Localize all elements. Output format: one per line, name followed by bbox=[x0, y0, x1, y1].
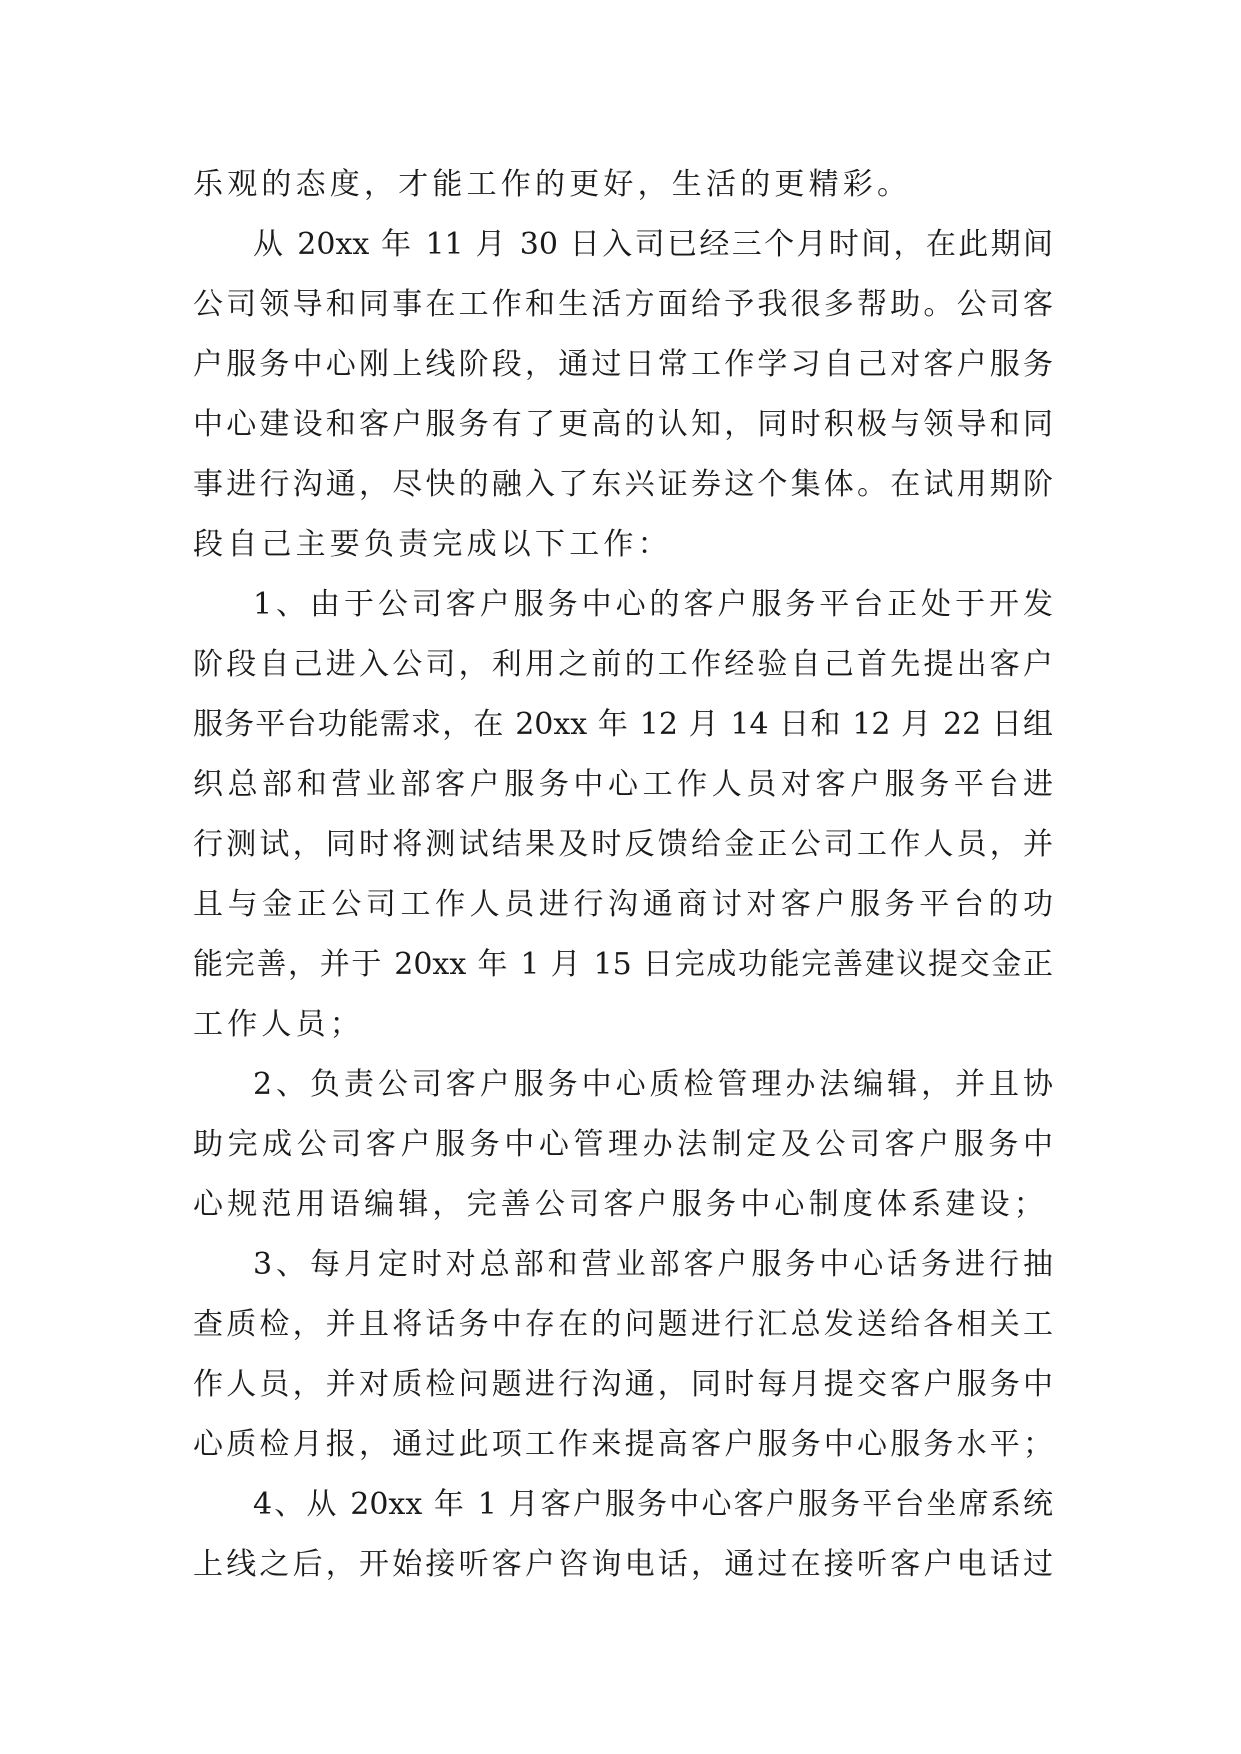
text-line: 且与金正公司工作人员进行沟通商讨对客户服务平台的功 bbox=[193, 887, 1053, 922]
text-line: 2、负责公司客户服务中心质检管理办法编辑，并且协 bbox=[253, 1067, 1053, 1102]
text-line: 作人员，并对质检问题进行沟通，同时每月提交客户服务中 bbox=[193, 1367, 1053, 1402]
text-line: 查质检，并且将话务中存在的问题进行汇总发送给各相关工 bbox=[193, 1307, 1053, 1342]
text-line: 户服务中心刚上线阶段，通过日常工作学习自己对客户服务 bbox=[193, 347, 1053, 382]
text-line: 行测试，同时将测试结果及时反馈给金正公司工作人员，并 bbox=[193, 827, 1053, 862]
text-line: 阶段自己进入公司，利用之前的工作经验自己首先提出客户 bbox=[193, 647, 1053, 682]
text-line: 3、每月定时对总部和营业部客户服务中心话务进行抽 bbox=[253, 1247, 1053, 1282]
text-line: 事进行沟通，尽快的融入了东兴证券这个集体。在试用期阶 bbox=[193, 467, 1053, 502]
text-line: 4、从 20xx 年 1 月客户服务中心客户服务平台坐席系统 bbox=[253, 1487, 1053, 1522]
text-line: 中心建设和客户服务有了更高的认知，同时积极与领导和同 bbox=[193, 407, 1053, 442]
text-line: 心规范用语编辑，完善公司客户服务中心制度体系建设； bbox=[193, 1187, 1048, 1222]
text-line: 工作人员； bbox=[193, 1007, 364, 1042]
text-line: 段自己主要负责完成以下工作： bbox=[193, 527, 672, 562]
text-line: 织总部和营业部客户服务中心工作人员对客户服务平台进 bbox=[193, 767, 1053, 802]
text-line: 助完成公司客户服务中心管理办法制定及公司客户服务中 bbox=[193, 1127, 1053, 1162]
text-line: 公司领导和同事在工作和生活方面给予我很多帮助。公司客 bbox=[193, 287, 1053, 322]
text-line: 服务平台功能需求，在 20xx 年 12 月 14 日和 12 月 22 日组 bbox=[193, 707, 1053, 742]
text-line: 1、由于公司客户服务中心的客户服务平台正处于开发 bbox=[253, 587, 1053, 622]
text-line: 乐观的态度，才能工作的更好，生活的更精彩。 bbox=[193, 167, 912, 202]
text-line: 上线之后，开始接听客户咨询电话，通过在接听客户电话过 bbox=[193, 1547, 1053, 1582]
text-line: 心质检月报，通过此项工作来提高客户服务中心服务水平； bbox=[193, 1427, 1053, 1462]
text-line: 能完善，并于 20xx 年 1 月 15 日完成功能完善建议提交金正 bbox=[193, 947, 1053, 982]
text-line: 从 20xx 年 11 月 30 日入司已经三个月时间，在此期间 bbox=[253, 227, 1053, 262]
